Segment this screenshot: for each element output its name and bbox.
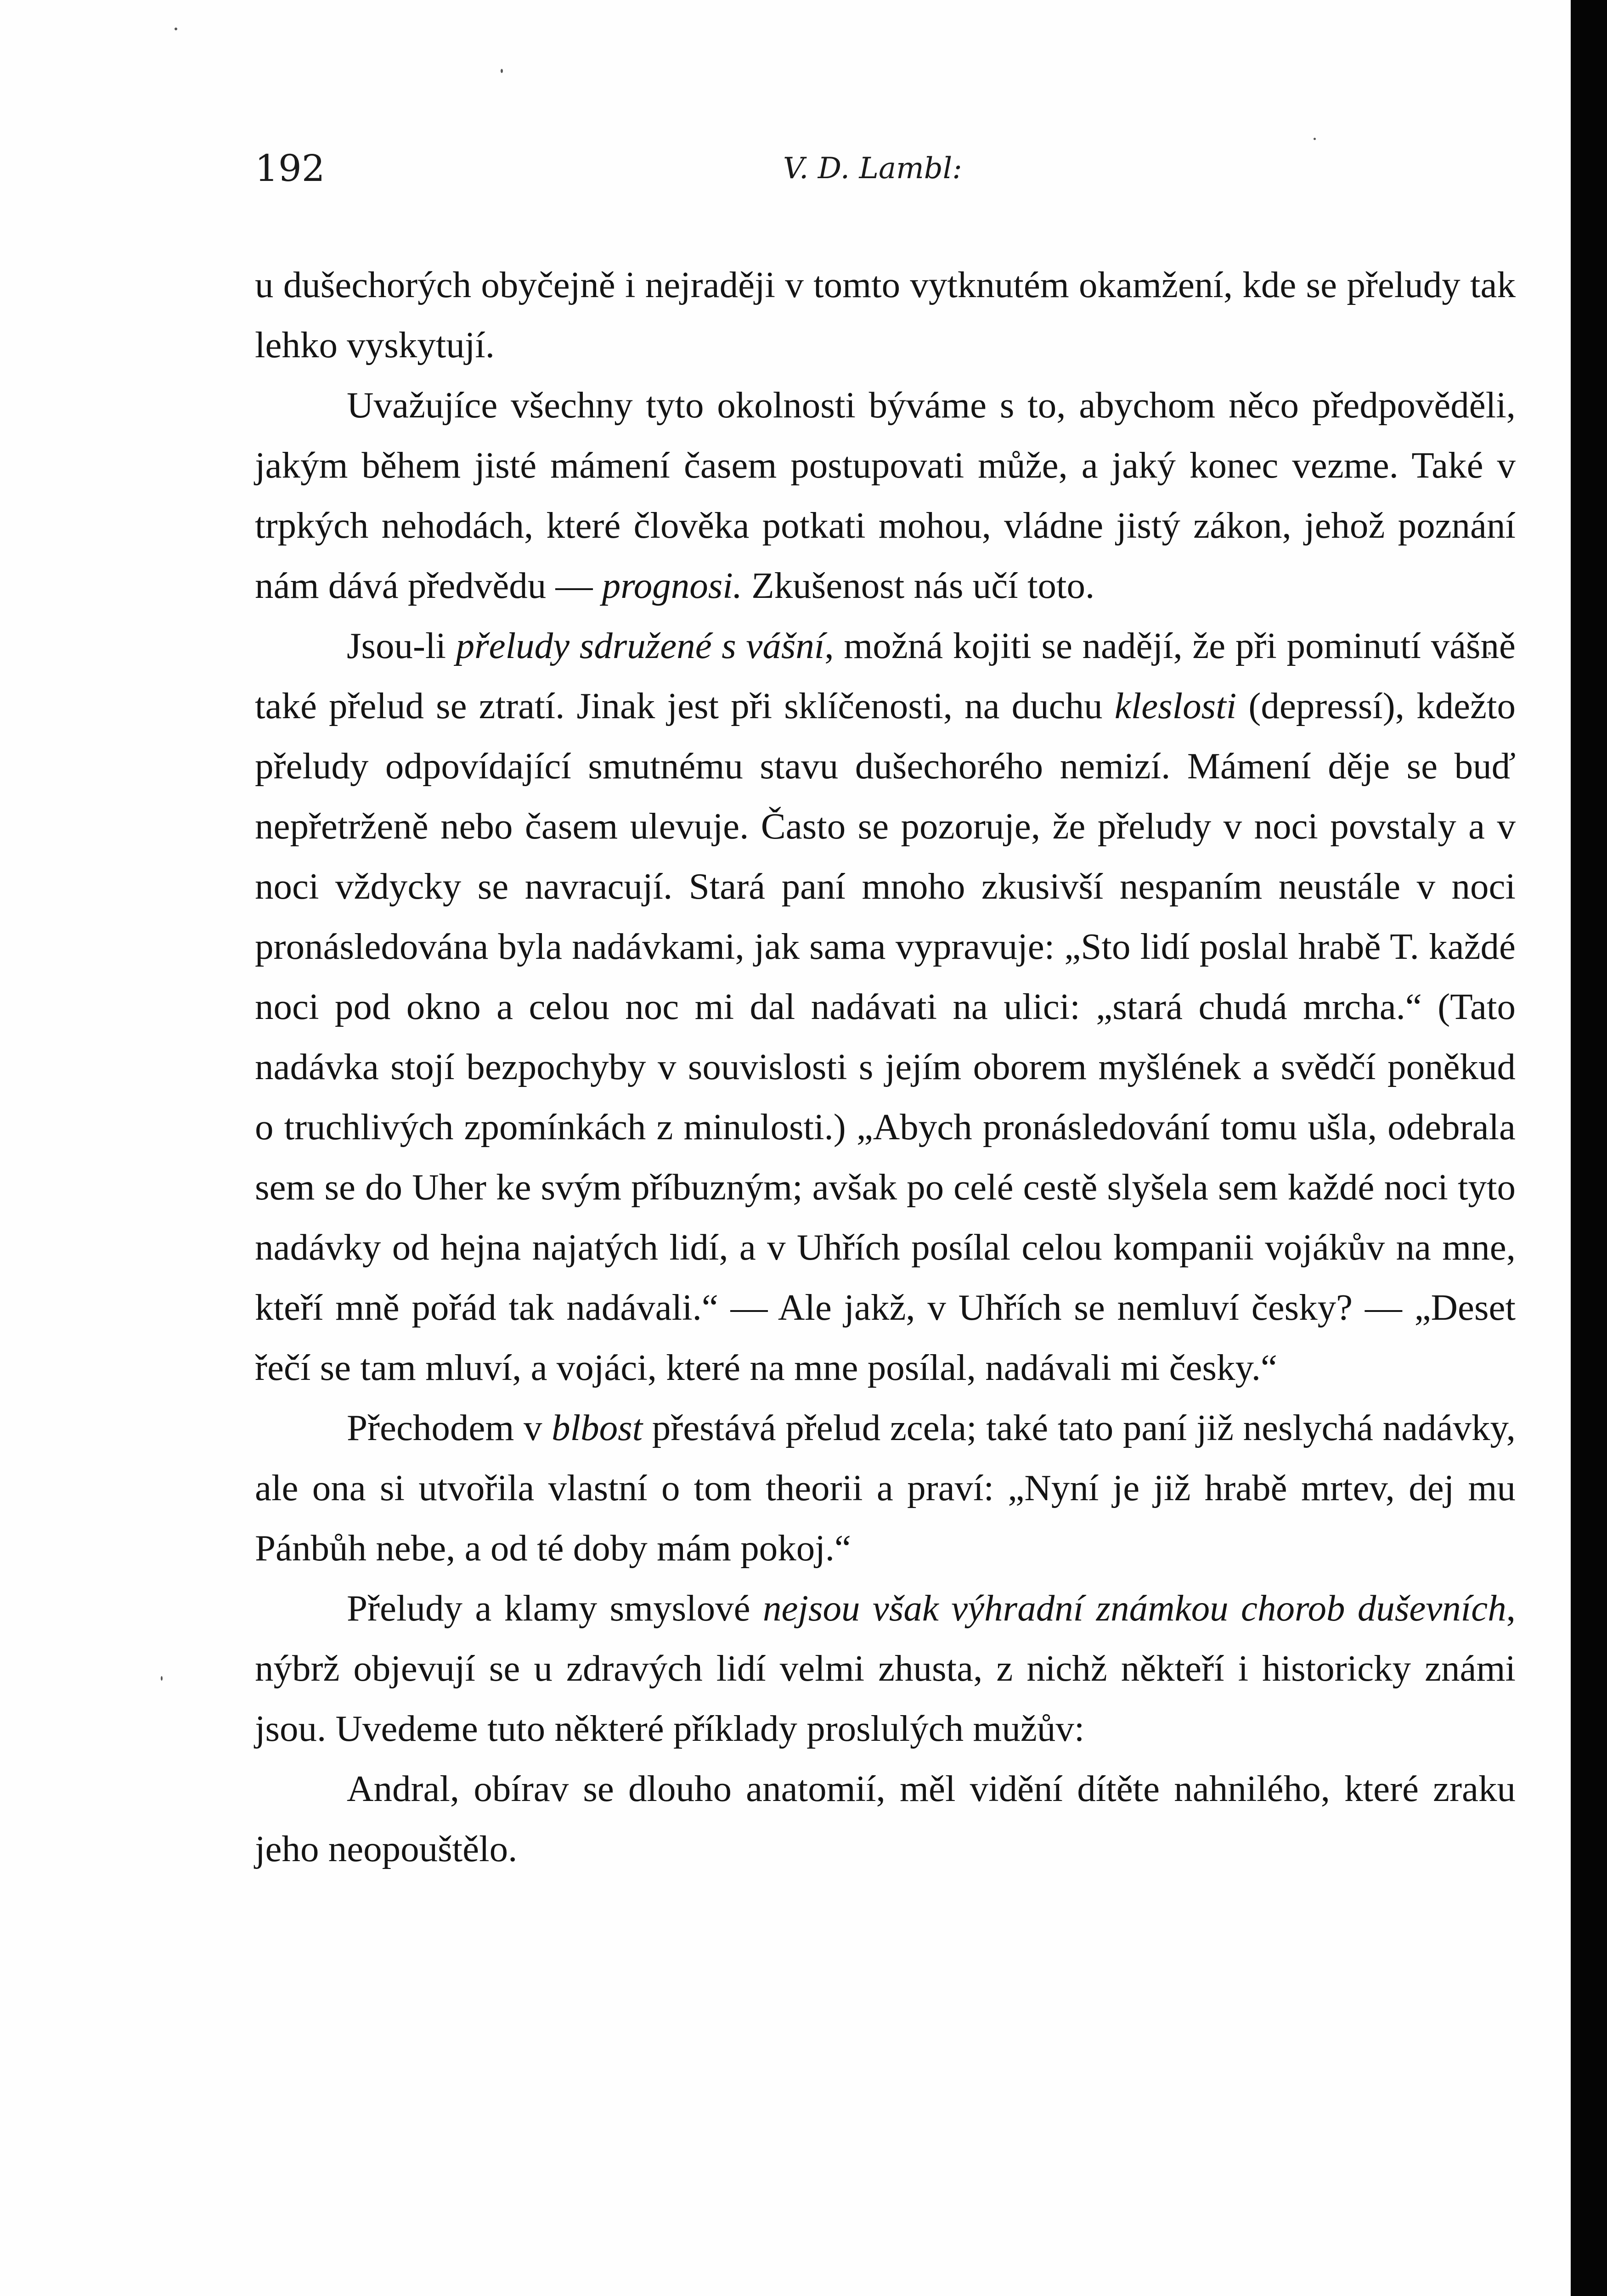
running-head: V. D. Lambl: — [783, 152, 962, 186]
text-run: Přeludy a klamy smyslové — [347, 1587, 763, 1629]
paragraph — [255, 1759, 1516, 1879]
paper-speck — [175, 28, 177, 30]
paper-speck — [501, 69, 503, 73]
text-run: Přechodem v — [347, 1407, 552, 1448]
scan-border — [1571, 0, 1607, 2296]
text-run: Uvažujíce všechny tyto okolnosti býváme s to, abychom něco předpověděli, jakým během jisté mámení časem postupovati může, a jaký konec vezme. Také v trpkých nehodách, které člověka potkati mohou, vládne jistý zákon, jehož poznání nám dává předvědu — — [255, 384, 1516, 606]
paragraph — [255, 1398, 1516, 1578]
page-number: 192 — [255, 147, 325, 190]
text-run: Zkušenost nás učí toto. — [742, 565, 1095, 606]
paper-speck — [1314, 138, 1316, 140]
text-run: (depressí), kdežto přeludy odpovídající smutnému stavu dušechorého nemizí. Mámení děje se buď nepřetrženě nebo časem ulevuje. Často se pozoruje, že přeludy v noci povstaly a v noci vždycky se navracují. Stará paní mnoho zkusivší nespaním neustále v noci pronásledována byla nadávkami, jak sama vypravuje: „Sto lidí poslal hrabě T. každé noci pod okno a celou noc mi dal nadávati na ulici: „stará chudá mrcha.“ (Tato nadávka stojí bezpochyby v souvislosti s jejím oborem myšlének a svědčí poněkud o truchlivých zpomínkách z minulosti.) „Abych pronásledování tomu ušla, odebrala sem se do Uher ke svým příbuzným; avšak po celé cestě slyšela sem každé noci tyto nadávky od hejna najatých lidí, a v Uhřích posílal celou kompanii vojákův na mne, kteří mně pořád tak nadávali.“ — Ale jakž, v Uhřích se nemluví česky? — „Deset řečí se tam mluví, a vojáci, které na mne posílal, nadávali mi česky.“ — [255, 685, 1516, 1388]
emphasis-text: nejsou však výhradní známkou chorob duševních — [763, 1587, 1506, 1629]
emphasis-text: prognosi. — [602, 565, 743, 606]
paragraph — [255, 1578, 1516, 1759]
text-run: Jsou-li — [347, 625, 456, 666]
paragraph — [255, 255, 1516, 375]
paragraph — [255, 375, 1516, 616]
emphasis-text: blbost — [552, 1407, 643, 1448]
text-run: u dušechorých obyčejně i nejraději v tomto vytknutém okamžení, kde se přeludy tak lehko vyskytují. — [255, 264, 1516, 366]
text-run: přestává přelud zcela; také tato paní již neslychá nadávky, ale ona si utvořila vlastní o tom theorii a praví: „Nyní je již hrabě mrtev, dej mu Pánbůh nebe, a od té doby mám pokoj.“ — [255, 1407, 1516, 1569]
text-run: , nýbrž objevují se u zdravých lidí velmi zhusta, z nichž někteří i historicky známi jsou. Uvedeme tuto některé příklady proslulých mužův: — [255, 1587, 1516, 1749]
body-text — [255, 255, 1516, 1879]
emphasis-text: přeludy sdružené s vášní — [456, 625, 825, 666]
paragraph — [255, 616, 1516, 1398]
paper-speck — [161, 1676, 163, 1681]
text-run: , možná kojiti se nadějí, že při pominutí vášně také přelud se ztratí. Jinak jest při sklíčenosti, na duchu — [255, 625, 1516, 726]
emphasis-text: kleslosti — [1114, 685, 1237, 726]
text-run: Andral, obírav se dlouho anatomií, měl vidění dítěte nahnilého, které zraku jeho neopouštělo. — [255, 1768, 1516, 1869]
